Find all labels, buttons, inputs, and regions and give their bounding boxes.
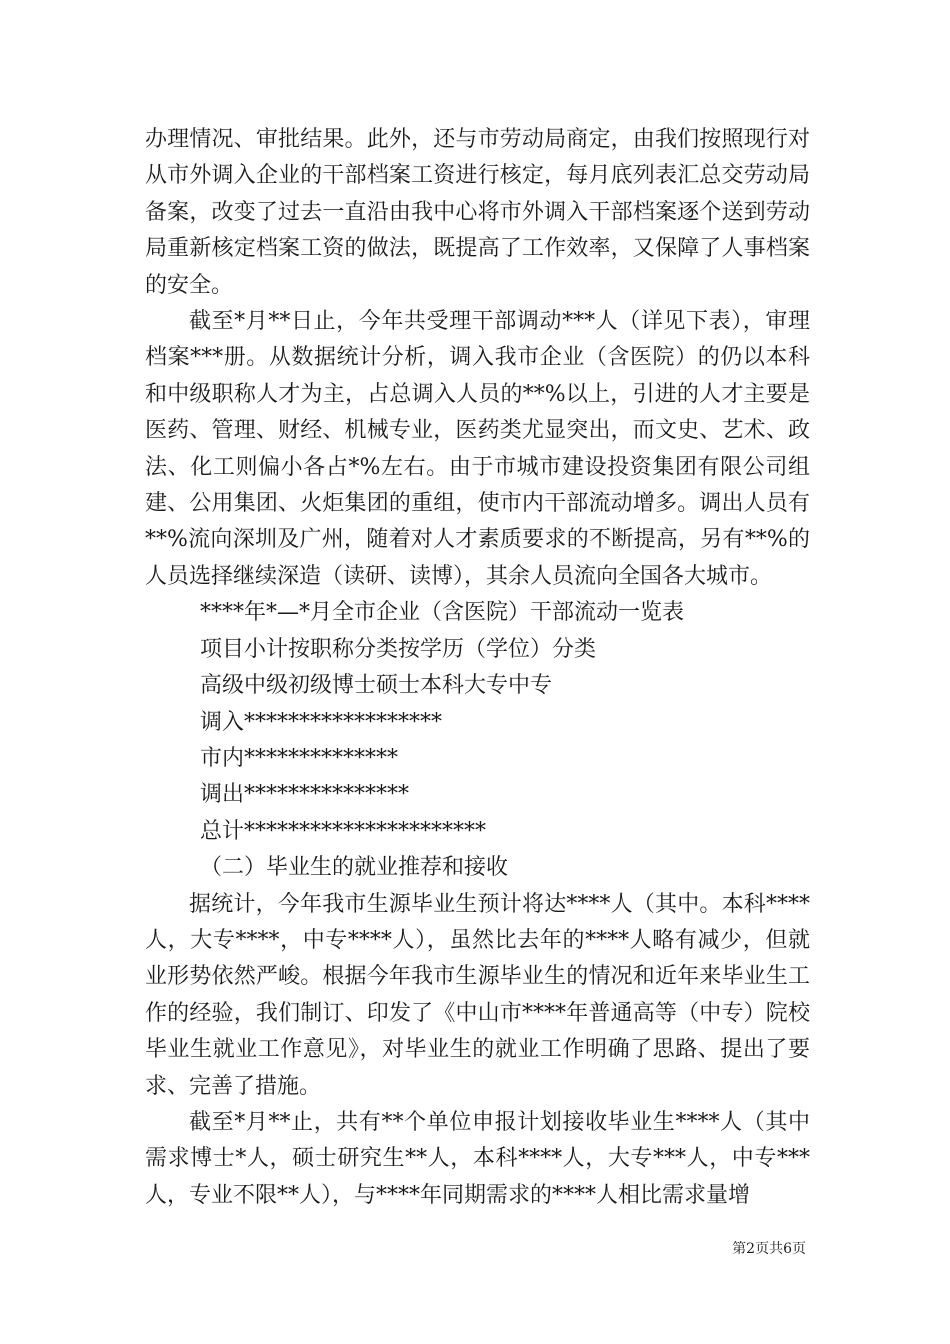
paragraph-archive-wage: 办理情况、审批结果。此外，还与市劳动局商定，由我们按照现行对从市外调入企业的干部档案工资进行核定，每月底列表汇总交劳动局备案，改变了过去一直沿由我中心将市外调入干部档案逐个送到劳动局重新核定档案工资的做法，既提高了工作效率，又保障了人事档案的安全。 xyxy=(145,127,810,298)
document-body xyxy=(145,122,810,1214)
table-header-subcategories: 高级中级初级博士硕士本科大专中专 xyxy=(200,673,553,699)
paragraph-graduate-statistics: 据统计，今年我市生源毕业生预计将达****人（其中。本科****人，大专****，中专****人），虽然比去年的****人略有减少，但就业形势依然严峻。根据今年我市生源毕业生的情况和近年来毕业生工作的经验，我们制订、印发了《中山市****年普通高等（中专）院校毕业生就业工作意见》，对毕业生的就业工作明确了思路、提出了要求、完善了措施。 xyxy=(145,891,810,1099)
paragraph-graduate-demand: 截至*月**止，共有**个单位申报计划接收毕业生****人（其中需求博士*人，硕士研究生**人，本科****人，大专***人，中专***人，专业不限**人），与****年同期需求的****人相比需求量增 xyxy=(145,1109,810,1208)
table-row-transfer-out: 调出*************** xyxy=(200,782,410,808)
table-header-categories: 项目小计按职称分类按学历（学位）分类 xyxy=(200,636,597,662)
cadre-flow-table xyxy=(145,595,810,850)
paragraph-cadre-transfer: 截至*月**日止，今年共受理干部调动***人（详见下表），审理档案***册。从数据统计分析，调入我市企业（含医院）的仍以本科和中级职称人才为主，占总调入人员的**%以上，引进的人才主要是医药、管理、财经、机械专业，医药类尤显突出，而文史、艺术、政法、化工则偏小各占*%左右。由于市城市建设投资集团有限公司组建、公用集团、火炬集团的重组，使市内干部流动增多。调出人员有**%流向深圳及广州，随着对人才素质要求的不断提高，另有**%的人员选择继续深造（读研、读博），其余人员流向全国各大城市。 xyxy=(145,309,810,589)
table-row-within-city: 市内************** xyxy=(200,745,399,771)
table-title: ****年*—*月全市企业（含医院）干部流动一览表 xyxy=(200,600,685,626)
section-heading-graduates: （二）毕业生的就业推荐和接收 xyxy=(200,855,509,881)
page-number: 第2页共6页 xyxy=(732,1241,806,1257)
table-row-total: 总计********************** xyxy=(200,818,487,844)
table-row-transfer-in: 调入****************** xyxy=(200,709,443,735)
